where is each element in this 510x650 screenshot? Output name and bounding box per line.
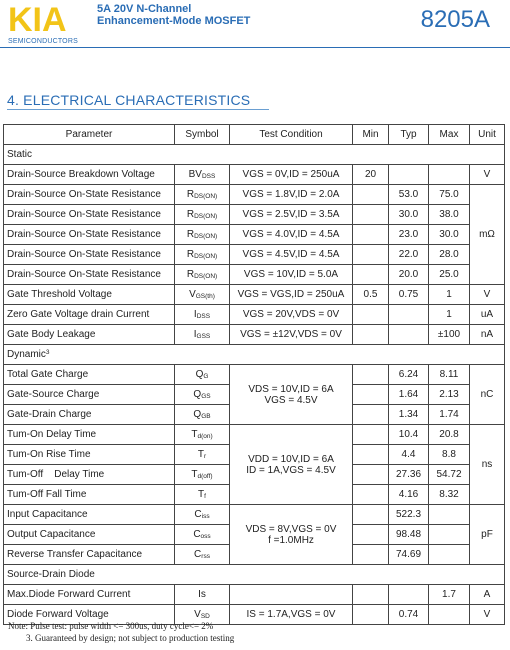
max-cell — [429, 505, 470, 525]
param-cell: Zero Gate Voltage drain Current — [4, 305, 175, 325]
max-cell — [429, 605, 470, 625]
max-cell — [429, 545, 470, 565]
table-row — [4, 205, 505, 225]
electrical-characteristics-table — [3, 124, 505, 625]
max-cell: 2.13 — [429, 385, 470, 405]
symbol-cell: $T_{d(off)}$ — [175, 465, 230, 485]
max-cell: 1.7 — [429, 585, 470, 605]
unit-cell: uA — [470, 305, 505, 325]
part-number: 8205A — [420, 6, 490, 33]
table-row — [4, 245, 505, 265]
typ-cell: 22.0 — [389, 245, 429, 265]
min-cell — [353, 445, 389, 465]
col-header-test-condition: Test Condition — [230, 125, 353, 145]
logo-wordmark: KIA — [8, 1, 67, 39]
unit-cell: nA — [470, 325, 505, 345]
min-cell — [353, 305, 389, 325]
symbol-cell: $C_{oss}$ — [175, 525, 230, 545]
symbol-cell: $R_{DS(ON)}$ — [175, 245, 230, 265]
max-cell: 38.0 — [429, 205, 470, 225]
max-cell: 20.8 — [429, 425, 470, 445]
condition-cell: VGS = VGS,ID = 250uA — [230, 285, 353, 305]
param-cell: Gate Body Leakage — [4, 325, 175, 345]
unit-cell: V — [470, 285, 505, 305]
min-cell — [353, 465, 389, 485]
param-cell: Tum-Off Fall Time — [4, 485, 175, 505]
min-cell — [353, 425, 389, 445]
company-logo — [8, 3, 86, 51]
param-cell: Gate-Source Charge — [4, 385, 175, 405]
typ-cell: 522.3 — [389, 505, 429, 525]
param-cell: Drain-Source On-State Resistance — [4, 245, 175, 265]
min-cell — [353, 485, 389, 505]
param-cell: Drain-Source On-State Resistance — [4, 265, 175, 285]
symbol-cell: $R_{DS(ON)}$ — [175, 185, 230, 205]
param-cell: Drain-Source On-State Resistance — [4, 225, 175, 245]
symbol-cell: $I_{DSS}$ — [175, 305, 230, 325]
min-cell — [353, 245, 389, 265]
symbol-cell: $R_{DS(ON)}$ — [175, 265, 230, 285]
min-cell — [353, 505, 389, 525]
condition-cell: VGS = 10V,ID = 5.0A — [230, 265, 353, 285]
typ-cell — [389, 305, 429, 325]
max-cell — [429, 525, 470, 545]
unit-cell: mΩ — [470, 185, 505, 285]
table-row — [4, 265, 505, 285]
max-cell: 1 — [429, 305, 470, 325]
typ-cell: 74.69 — [389, 545, 429, 565]
max-cell: 54.72 — [429, 465, 470, 485]
max-cell: 8.8 — [429, 445, 470, 465]
param-cell: Max.Diode Forward Current — [4, 585, 175, 605]
table-row — [4, 365, 505, 385]
min-cell: 20 — [353, 165, 389, 185]
symbol-cell: Is — [175, 585, 230, 605]
condition-cell: VGS = 2.5V,ID = 3.5A — [230, 205, 353, 225]
symbol-cell: $Q_G$ — [175, 365, 230, 385]
typ-cell: 20.0 — [389, 265, 429, 285]
table-header-row — [4, 125, 505, 145]
group-row-static — [4, 145, 505, 165]
symbol-cell: $T_r$ — [175, 445, 230, 465]
table-row — [4, 285, 505, 305]
max-cell: 30.0 — [429, 225, 470, 245]
group-label-dynamic: Dynamic$^3$ — [4, 345, 505, 365]
typ-cell: 4.16 — [389, 485, 429, 505]
table-row — [4, 505, 505, 525]
min-cell — [353, 405, 389, 425]
condition-cell: VGS = ±12V,VDS = 0V — [230, 325, 353, 345]
condition-cell: VGS = 0V,ID = 250uA — [230, 165, 353, 185]
param-cell: Tum-On Rise Time — [4, 445, 175, 465]
condition-cell: VDD = 10V,ID = 6A ID = 1A,VGS = 4.5V — [230, 425, 353, 505]
header-divider — [0, 47, 510, 48]
max-cell: 28.0 — [429, 245, 470, 265]
max-cell: 75.0 — [429, 185, 470, 205]
symbol-cell: $T_f$ — [175, 485, 230, 505]
max-cell: 25.0 — [429, 265, 470, 285]
product-desc-line1: 5A 20V N-Channel — [97, 3, 192, 15]
col-header-unit: Unit — [470, 125, 505, 145]
param-cell: Total Gate Charge — [4, 365, 175, 385]
param-cell: Drain-Source On-State Resistance — [4, 185, 175, 205]
symbol-cell: $Q_{GB}$ — [175, 405, 230, 425]
condition-cell: VDS = 8V,VGS = 0V f =1.0MHz — [230, 505, 353, 565]
symbol-cell: $Q_{GS}$ — [175, 385, 230, 405]
min-cell — [353, 545, 389, 565]
table-row — [4, 325, 505, 345]
unit-cell: nC — [470, 365, 505, 425]
table-row — [4, 225, 505, 245]
min-cell — [353, 225, 389, 245]
max-cell: 1.74 — [429, 405, 470, 425]
max-cell — [429, 165, 470, 185]
table-row — [4, 165, 505, 185]
symbol-cell: $T_{d(on)}$ — [175, 425, 230, 445]
symbol-cell: $C_{rss}$ — [175, 545, 230, 565]
typ-cell: 4.4 — [389, 445, 429, 465]
symbol-cell: $V_{SD}$ — [175, 605, 230, 625]
condition-cell — [230, 585, 353, 605]
unit-cell: V — [470, 605, 505, 625]
min-cell — [353, 365, 389, 385]
param-cell: Tum-On Delay Time — [4, 425, 175, 445]
footnote-pulse-test: Note: Pulse test: pulse width <= 300us, duty cycle<= 2% — [8, 621, 214, 631]
typ-cell: 1.34 — [389, 405, 429, 425]
max-cell: 8.11 — [429, 365, 470, 385]
typ-cell: 23.0 — [389, 225, 429, 245]
typ-cell: 27.36 — [389, 465, 429, 485]
section-title: 4. ELECTRICAL CHARACTERISTICS — [7, 92, 251, 108]
min-cell — [353, 205, 389, 225]
param-cell: Gate-Drain Charge — [4, 405, 175, 425]
product-description — [97, 3, 250, 27]
symbol-cell: $R_{DS(ON)}$ — [175, 225, 230, 245]
min-cell — [353, 585, 389, 605]
min-cell — [353, 525, 389, 545]
table-row — [4, 585, 505, 605]
typ-cell: 30.0 — [389, 205, 429, 225]
min-cell — [353, 185, 389, 205]
symbol-cell: $BV_{DSS}$ — [175, 165, 230, 185]
typ-cell: 10.4 — [389, 425, 429, 445]
group-label-static: Static — [4, 145, 505, 165]
col-header-typ: Typ — [389, 125, 429, 145]
col-header-symbol: Symbol — [175, 125, 230, 145]
product-desc-line2: Enhancement-Mode MOSFET — [97, 15, 251, 27]
col-header-min: Min — [353, 125, 389, 145]
group-row-diode — [4, 565, 505, 585]
max-cell: 8.32 — [429, 485, 470, 505]
group-label-diode: Source-Drain Diode — [4, 565, 505, 585]
table-row — [4, 425, 505, 445]
col-header-parameter: Parameter — [4, 125, 175, 145]
min-cell — [353, 325, 389, 345]
symbol-cell: $C_{iss}$ — [175, 505, 230, 525]
logo-subtitle: SEMICONDUCTORS — [8, 38, 78, 45]
typ-cell: 1.64 — [389, 385, 429, 405]
unit-cell: pF — [470, 505, 505, 565]
table-row — [4, 185, 505, 205]
condition-cell: VGS = 20V,VDS = 0V — [230, 305, 353, 325]
param-cell: Drain-Source Breakdown Voltage — [4, 165, 175, 185]
condition-cell: VDS = 10V,ID = 6A VGS = 4.5V — [230, 365, 353, 425]
unit-cell: V — [470, 165, 505, 185]
param-cell: Reverse Transfer Capacitance — [4, 545, 175, 565]
typ-cell: 0.75 — [389, 285, 429, 305]
symbol-cell: $R_{DS(ON)}$ — [175, 205, 230, 225]
condition-cell: VGS = 1.8V,ID = 2.0A — [230, 185, 353, 205]
min-cell — [353, 385, 389, 405]
typ-cell: 6.24 — [389, 365, 429, 385]
symbol-cell: $V_{GS(th)}$ — [175, 285, 230, 305]
unit-cell: ns — [470, 425, 505, 505]
table-row — [4, 305, 505, 325]
condition-cell: VGS = 4.5V,ID = 4.5A — [230, 245, 353, 265]
footnote-guaranteed: 3. Guaranteed by design; not subject to production testing — [26, 633, 235, 643]
param-cell: Diode Forward Voltage — [4, 605, 175, 625]
param-cell: Input Capacitance — [4, 505, 175, 525]
typ-cell — [389, 165, 429, 185]
max-cell: ±100 — [429, 325, 470, 345]
param-cell: Output Capacitance — [4, 525, 175, 545]
typ-cell — [389, 585, 429, 605]
typ-cell — [389, 325, 429, 345]
param-cell: Tum-Off Delay Time — [4, 465, 175, 485]
typ-cell: 53.0 — [389, 185, 429, 205]
symbol-cell: $I_{GSS}$ — [175, 325, 230, 345]
min-cell — [353, 265, 389, 285]
typ-cell: 98.48 — [389, 525, 429, 545]
condition-cell: IS = 1.7A,VGS = 0V — [230, 605, 353, 625]
min-cell: 0.5 — [353, 285, 389, 305]
param-cell: Gate Threshold Voltage — [4, 285, 175, 305]
section-underline — [7, 109, 269, 110]
col-header-max: Max — [429, 125, 470, 145]
min-cell — [353, 605, 389, 625]
max-cell: 1 — [429, 285, 470, 305]
typ-cell: 0.74 — [389, 605, 429, 625]
unit-cell: A — [470, 585, 505, 605]
param-cell: Drain-Source On-State Resistance — [4, 205, 175, 225]
condition-cell: VGS = 4.0V,ID = 4.5A — [230, 225, 353, 245]
group-row-dynamic — [4, 345, 505, 365]
